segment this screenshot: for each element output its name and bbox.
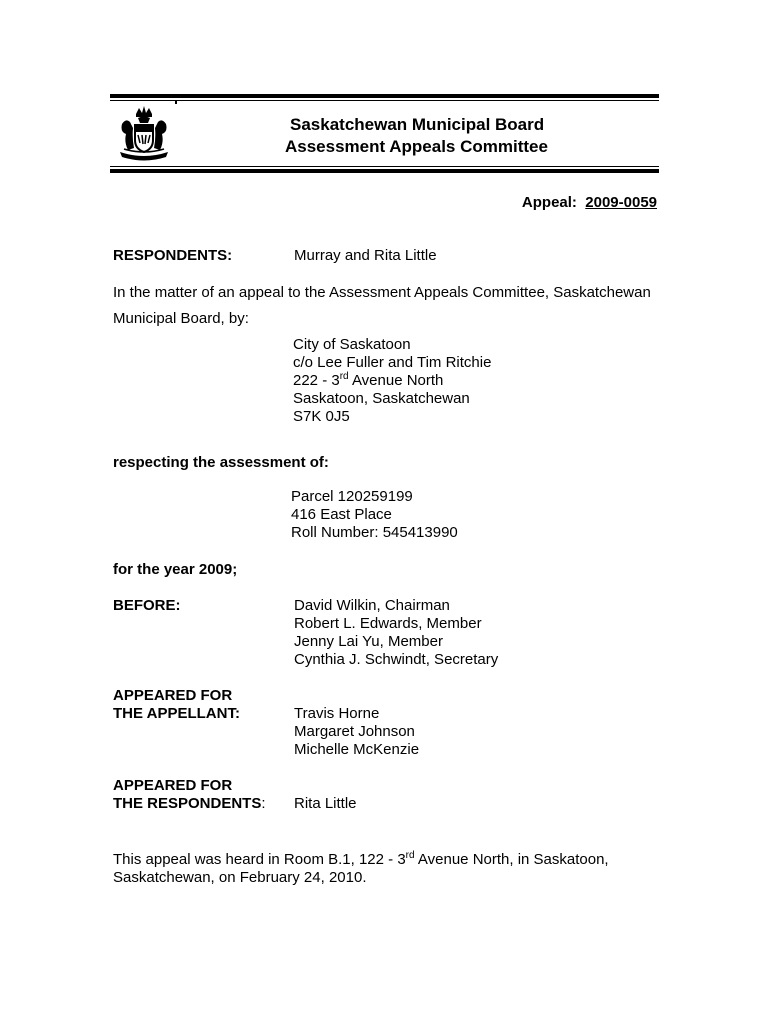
bottom-rule-thin: [110, 166, 659, 167]
member-item: Jenny Lai Yu, Member: [294, 633, 443, 650]
hearing-line-1: This appeal was heard in Room B.1, 122 - 3rd Avenue North, in Saskatoon,: [113, 850, 609, 868]
respecting-label: respecting the assessment of:: [113, 454, 329, 471]
appeal-number: 2009-0059: [585, 194, 657, 211]
address-line-2: c/o Lee Fuller and Tim Ritchie: [293, 354, 492, 371]
address-line-3: 222 - 3rd Avenue North: [293, 371, 444, 389]
hearing-statement: [113, 851, 609, 887]
property-line-2: 416 East Place: [291, 506, 392, 523]
representative-item: Margaret Johnson: [294, 723, 415, 740]
respondent-representative: Rita Little: [294, 795, 357, 812]
address-line-4: Saskatoon, Saskatchewan: [293, 390, 470, 407]
member-item: Robert L. Edwards, Member: [294, 615, 482, 632]
member-item: Cynthia J. Schwindt, Secretary: [294, 651, 499, 668]
saskatchewan-coat-of-arms-icon: [114, 104, 174, 164]
address-line-5: S7K 0J5: [293, 408, 350, 425]
board-title: Saskatchewan Municipal Board: [290, 115, 545, 134]
committee-title: Assessment Appeals Committee: [285, 137, 548, 156]
property-line-1: Parcel 120259199: [291, 488, 413, 505]
header-divider: [175, 101, 177, 104]
appellant-address: [293, 336, 491, 426]
intro-line-1: In the matter of an appeal to the Assessment Appeals Committee, Saskatchewan: [113, 284, 651, 301]
address-line-1: City of Saskatoon: [293, 336, 411, 353]
respondents-value: Murray and Rita Little: [294, 247, 437, 264]
appellant-representatives: [294, 705, 419, 759]
top-rule-thick: [110, 94, 659, 98]
property-block: [291, 488, 458, 542]
year-label: for the year 2009;: [113, 561, 238, 578]
member-item: David Wilkin, Chairman: [294, 597, 450, 614]
respondents-label: RESPONDENTS:: [113, 247, 233, 264]
appeared-appellant-label: APPEARED FOR THE APPELLANT:: [113, 687, 240, 722]
before-members: [294, 597, 498, 669]
bottom-rule-thick: [110, 169, 659, 173]
property-line-3: Roll Number: 545413990: [291, 524, 458, 541]
before-label: BEFORE:: [113, 597, 181, 614]
appeared-respondents-label: APPEARED FOR THE RESPONDENTS:: [113, 777, 266, 812]
hearing-line-2: Saskatchewan, on February 24, 2010.: [113, 869, 367, 886]
representative-item: Michelle McKenzie: [294, 741, 420, 758]
appeal-number-line: [522, 194, 657, 212]
appeal-label: Appeal:: [521, 194, 577, 211]
intro-line-2: Municipal Board, by:: [113, 310, 249, 327]
representative-item: Travis Horne: [294, 705, 380, 722]
top-rule-thin: [110, 100, 659, 101]
